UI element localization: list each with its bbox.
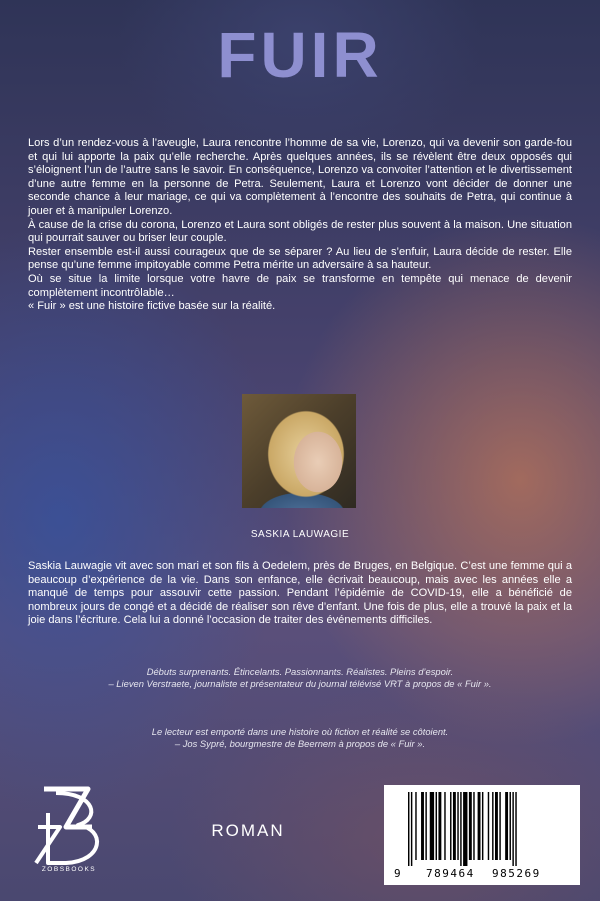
synopsis-paragraph: À cause de la crise du corona, Lorenzo et Laura sont obligés de rester plus souvent à la maison. Une situation qui pourrait sauver ou briser leur couple. bbox=[28, 218, 572, 245]
quote-attribution: – Lieven Verstraete, journaliste et présentateur du journal télévisé VRT à propos de « Fuir ». bbox=[108, 678, 492, 689]
barcode-bar bbox=[460, 792, 461, 866]
barcode-bar bbox=[510, 792, 511, 860]
barcode-bar bbox=[482, 792, 483, 860]
barcode-bar bbox=[444, 792, 445, 860]
barcode-bar bbox=[495, 792, 498, 860]
barcode-bar bbox=[450, 792, 451, 860]
quote-text: Le lecteur est emporté dans une histoire où fiction et réalité se côtoient. bbox=[151, 726, 449, 737]
barcode-bar bbox=[430, 792, 434, 860]
barcode-bar bbox=[515, 792, 516, 866]
barcode-bar bbox=[512, 792, 513, 866]
barcode-bar bbox=[411, 792, 412, 866]
barcode-bar bbox=[425, 792, 426, 860]
barcode bbox=[384, 785, 580, 885]
isbn-group-2: 985269 bbox=[492, 867, 541, 880]
synopsis-paragraph: « Fuir » est une histoire fictive basée sur la réalité. bbox=[28, 300, 276, 313]
isbn-group-1: 789464 bbox=[426, 867, 475, 880]
barcode-bar bbox=[478, 792, 481, 860]
review-quote bbox=[40, 666, 560, 690]
barcode-bar bbox=[436, 792, 437, 860]
barcode-bar bbox=[408, 792, 409, 866]
quote-attribution: – Jos Sypré, bourgmestre de Beernem à propos de « Fuir ». bbox=[174, 738, 426, 749]
quote-text: Débuts surprenants. Étincelants. Passionnants. Réalistes. Pleins d’espoir. bbox=[146, 666, 454, 677]
synopsis-paragraph: Rester ensemble est-il aussi courageux que de se séparer ? Au lieu de s’enfuir, Laura décide de rester. Elle pense qu’une femme impitoyable comme Petra mérite un adversaire à sa hauteur. bbox=[28, 245, 572, 272]
barcode-bar bbox=[438, 792, 441, 860]
barcode-bar bbox=[492, 792, 493, 860]
author-photo bbox=[242, 394, 356, 508]
author-name: SASKIA LAUWAGIE bbox=[250, 529, 350, 540]
barcode-bars bbox=[406, 792, 558, 866]
barcode-bar bbox=[415, 792, 416, 860]
review-quote bbox=[40, 726, 560, 750]
barcode-bar bbox=[505, 792, 508, 860]
barcode-bar bbox=[469, 792, 472, 860]
barcode-bar bbox=[453, 792, 456, 860]
book-title: FUIR bbox=[217, 19, 383, 91]
publisher-name: ZOBSBOOKS bbox=[41, 866, 97, 873]
barcode-bar bbox=[463, 792, 467, 866]
genre-label: ROMAN bbox=[211, 821, 285, 840]
barcode-bar bbox=[457, 792, 458, 860]
synopsis bbox=[28, 137, 572, 314]
synopsis-paragraph: Lors d’un rendez-vous à l’aveugle, Laura rencontre l’homme de sa vie, Lorenzo, qui va devenir son garde-fou et qui lui apporte la paix qu’elle recherche. Après quelques années, ils se révèlent être deux opposés qui s’éloignent l’un de l’autre sans le savoir. En conséquence, Lorenzo va convoiter l’attention et le divertissement d’une autre femme en la personne de Petra. Seulement, Laura et Lorenzo vont décider de donner une seconde chance à leur mariage, ce qui va complètement à l’encontre des souhaits de Petra, qui continue à jouer et à manipuler Lorenzo. bbox=[28, 137, 572, 217]
barcode-bar bbox=[488, 792, 489, 860]
publisher-logo-icon bbox=[26, 783, 112, 879]
barcode-bar bbox=[421, 792, 424, 860]
isbn-lead-digit: 9 bbox=[394, 867, 401, 880]
barcode-bar bbox=[473, 792, 474, 860]
barcode-bar bbox=[499, 792, 500, 860]
author-bio: Saskia Lauwagie vit avec son mari et son fils à Oedelem, près de Bruges, en Belgique. C’est une femme qui a beaucoup d’expérience de la vie. Dans son enfance, elle écrivait beaucoup, mais avec les années elle a manqué de temps pour assouvir cette passion. Pendant l’épidémie de COVID-19, elle a bénéficié de nombreux jours de congé et a décidé de réaliser son rêve d’enfant. Une fois de plus, elle a trouvé la paix et la joie dans l’écriture. Cela lui a donné l’occasion de traiter des événements difficiles. bbox=[28, 560, 572, 627]
synopsis-paragraph: Où se situe la limite lorsque votre havre de paix se transforme en tempête qui menace de devenir complètement incontrôlable… bbox=[28, 272, 572, 299]
